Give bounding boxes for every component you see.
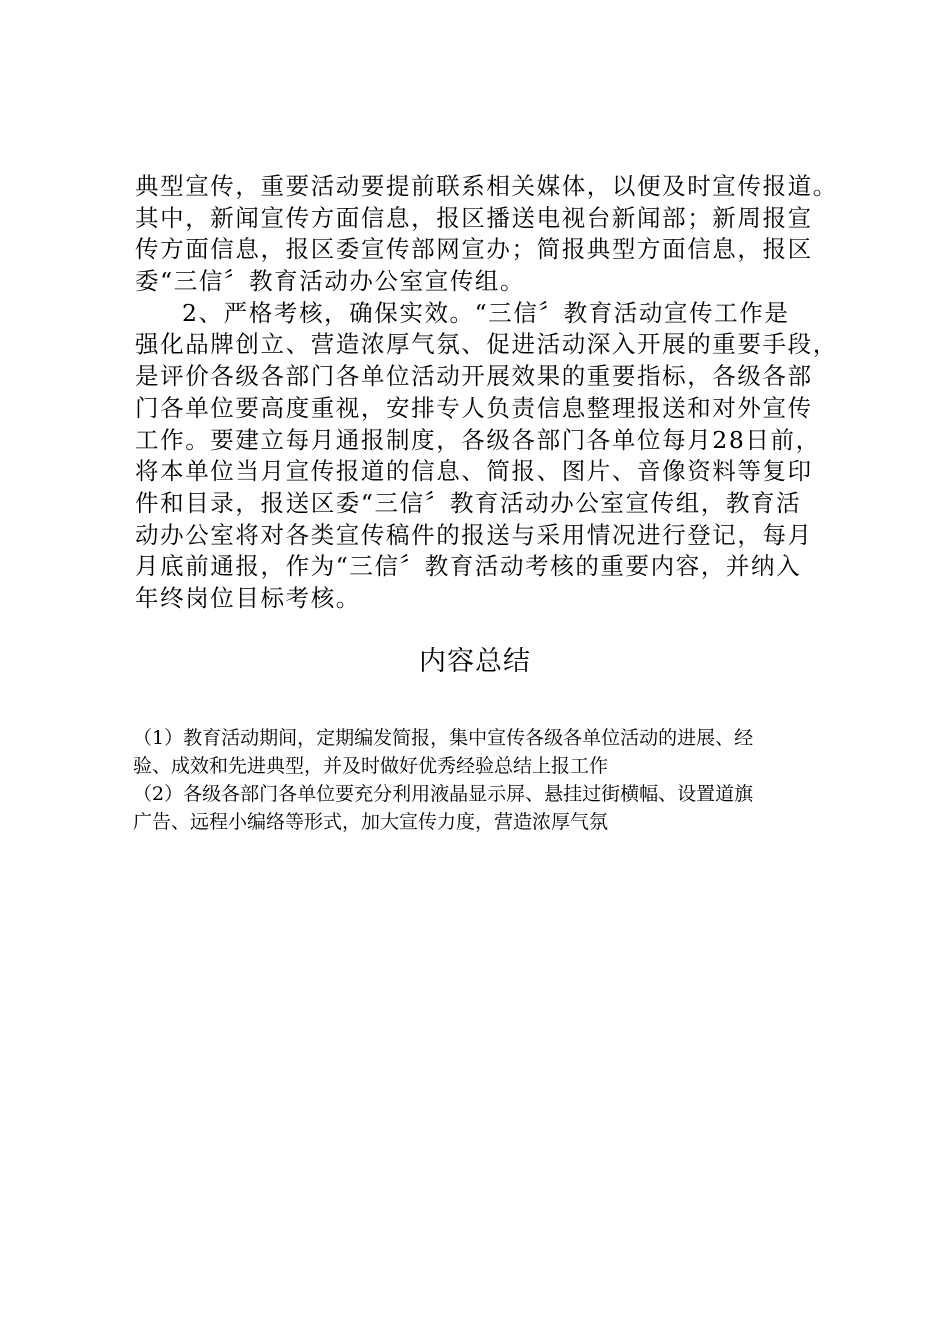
body-line: 工作。要建立每月通报制度，各级各部门各单位每月28日前， xyxy=(135,425,821,454)
summary-line: （1）教育活动期间，定期编发简报，集中宣传各级各单位活动的进展、经 xyxy=(133,727,754,749)
body-line: 月底前通报，作为“三信〞教育活动考核的重要内容，并纳入 xyxy=(135,552,802,581)
body-line: 门各单位要高度重视，安排专人负责信息整理报送和对外宣传 xyxy=(135,393,813,422)
body-text xyxy=(135,171,838,615)
body-line: 委“三信〞教育活动办公室宣传组。 xyxy=(135,267,526,296)
body-line: 件和目录，报送区委“三信〞教育活动办公室宣传组，教育活 xyxy=(135,488,802,517)
body-line: 强化品牌创立、营造浓厚气氛、促进活动深入开展的重要手段， xyxy=(135,330,838,359)
body-line: 年终岗位目标考核。 xyxy=(135,583,361,612)
summary-title: 内容总结 xyxy=(419,646,531,677)
body-line: 传方面信息，报区委宣传部网宣办；简报典型方面信息，报区 xyxy=(135,235,813,264)
body-line: 其中，新闻宣传方面信息，报区播送电视台新闻部；新周报宣 xyxy=(135,203,813,232)
summary-line: （2）各级各部门各单位要充分利用液晶显示屏、悬挂过街横幅、设置道旗 xyxy=(133,783,754,805)
body-line: 动办公室将对各类宣传稿件的报送与采用情况进行登记，每月 xyxy=(135,520,813,549)
body-line: 是评价各级各部门各单位活动开展效果的重要指标，各级各部 xyxy=(135,362,813,391)
body-line: 典型宣传，重要活动要提前联系相关媒体，以便及时宣传报道。 xyxy=(135,172,838,200)
summary-line: 广告、远程小编络等形式，加大宣传力度，营造浓厚气氛 xyxy=(133,811,609,833)
summary-line: 验、成效和先进典型，并及时做好优秀经验总结上报工作 xyxy=(133,755,609,777)
body-line: 将本单位当月宣传报道的信息、简报、图片、音像资料等复印 xyxy=(135,457,813,486)
body-line-paragraph-start: 2、严格考核，确保实效。“三信〞教育活动宣传工作是 xyxy=(182,298,790,327)
summary-text xyxy=(133,724,833,836)
